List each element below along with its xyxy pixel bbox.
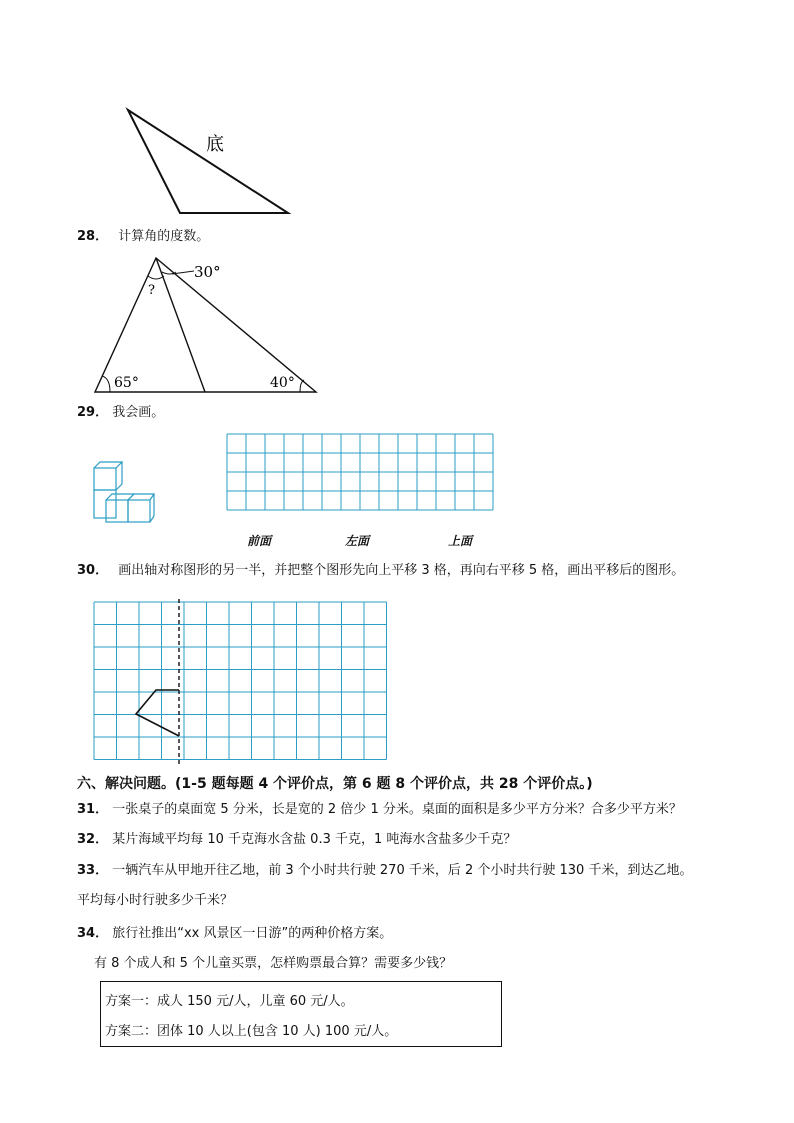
angle-label-left: 65° xyxy=(114,375,139,391)
view-label-left: 左面 xyxy=(345,534,370,548)
angle-label-top: 30° xyxy=(194,263,221,281)
base-label: 底 xyxy=(206,134,224,155)
plan-1: 方案一：成人 150 元/人，儿童 60 元/人。 xyxy=(105,994,354,1009)
question-number: 31． xyxy=(77,802,109,817)
question-text: 画出轴对称图形的另一半，并把整个图形先向上平移 3 格，再向右平移 5 格，画出平移后的图形。 xyxy=(118,563,685,578)
angle-triangle-figure xyxy=(90,254,330,399)
symmetry-grid xyxy=(92,598,388,764)
question-text: 旅行社推出“xx 风景区一日游”的两种价格方案。 xyxy=(112,926,393,941)
question-text: 一张桌子的桌面宽 5 分米，长是宽的 2 倍少 1 分米。桌面的面积是多少平方分米？合多少平方米？ xyxy=(112,802,682,817)
question-28 xyxy=(77,228,209,246)
question-33 xyxy=(77,862,692,880)
view-label-top: 上面 xyxy=(448,534,473,548)
question-29 xyxy=(77,404,164,422)
question-30 xyxy=(77,562,684,580)
question-text: 某片海域平均每 10 千克海水含盐 0.3 千克，1 吨海水含盐多少千克？ xyxy=(112,832,517,847)
plan-2: 方案二：团体 10 人以上(包含 10 人) 100 元/人。 xyxy=(105,1024,398,1039)
question-number: 29． xyxy=(77,405,109,420)
question-number: 32． xyxy=(77,832,109,847)
question-number: 28． xyxy=(77,229,109,244)
price-plan-box xyxy=(100,981,502,1047)
view-drawing-grid xyxy=(225,432,495,528)
angle-label-right: 40° xyxy=(270,375,295,391)
unknown-angle: ? xyxy=(148,283,155,298)
question-34-sub: 有 8 个成人和 5 个儿童买票，怎样购票最合算？需要多少钱？ xyxy=(94,956,453,971)
question-number: 30． xyxy=(77,563,109,578)
question-text: 我会画。 xyxy=(112,405,165,420)
question-32 xyxy=(77,831,516,849)
half-shape xyxy=(136,690,179,736)
question-text: 一辆汽车从甲地开往乙地，前 3 个小时共行驶 270 千米，后 2 个小时共行驶 130 千米，到达乙地。 xyxy=(112,863,693,878)
question-number: 33． xyxy=(77,863,109,878)
section-6-title: 六、解决问题。(1-5 题每题 4 个评价点，第 6 题 8 个评价点，共 28 个评价点。) xyxy=(77,776,593,792)
question-33-continued: 平均每小时行驶多少千米？ xyxy=(77,893,234,908)
cube-stack-figure xyxy=(92,460,156,526)
view-label-front: 前面 xyxy=(247,534,272,548)
question-34 xyxy=(77,925,392,943)
question-number: 34． xyxy=(77,926,109,941)
question-31 xyxy=(77,801,682,819)
triangle-figure-27 xyxy=(120,100,300,220)
question-text: 计算角的度数。 xyxy=(118,229,210,244)
